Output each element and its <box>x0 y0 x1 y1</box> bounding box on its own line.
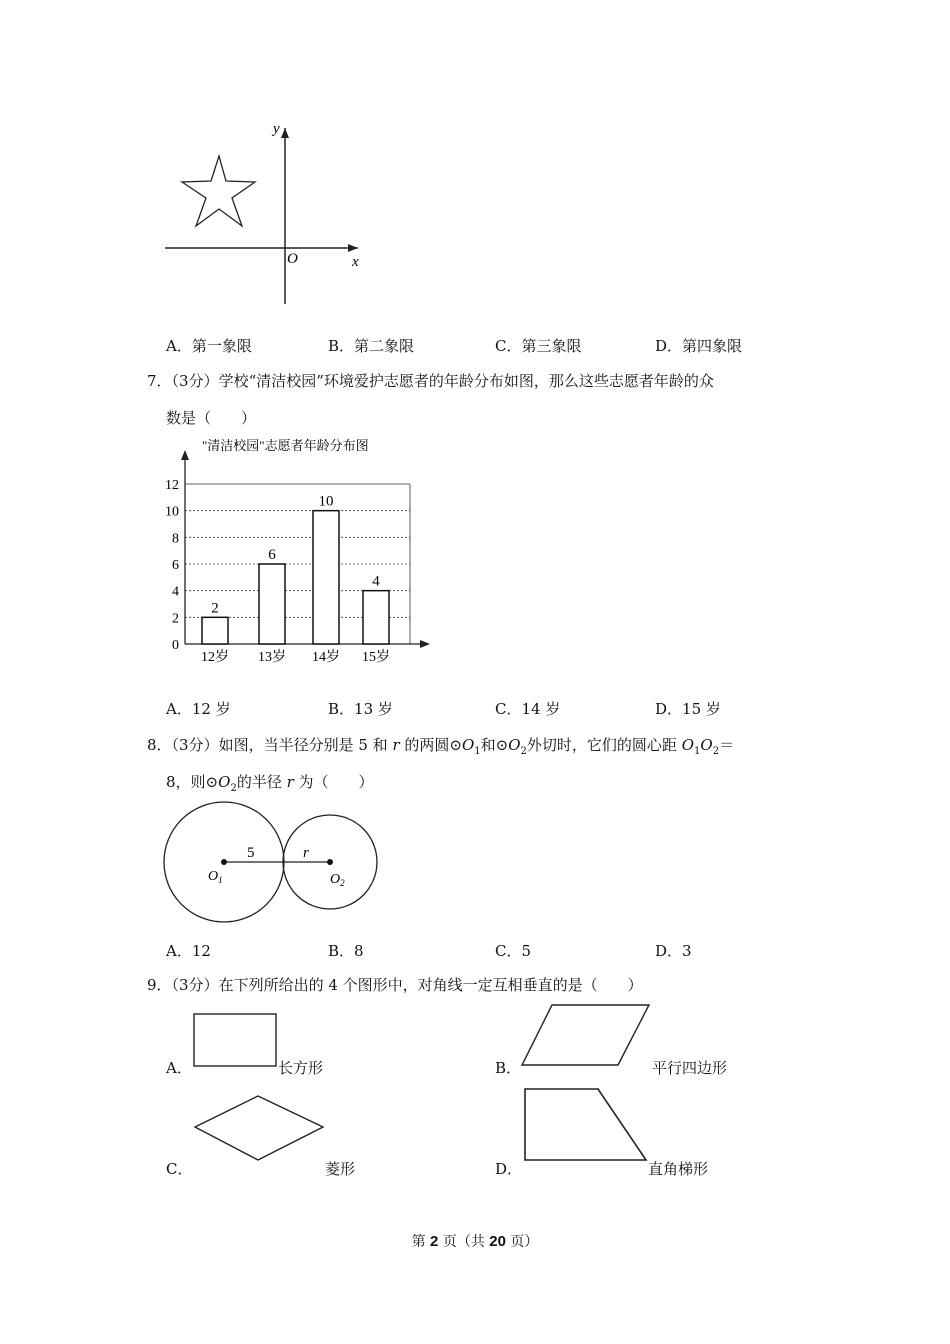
x-axis-label: x <box>352 254 359 270</box>
q6-option-c: C．第三象限 <box>495 337 582 355</box>
age-bar-chart <box>160 430 440 670</box>
q9-option-a-letter: A． <box>166 1059 192 1077</box>
o2-label: $O_2$ <box>330 872 345 888</box>
q8-circles-figure <box>160 800 385 925</box>
rhombus-shape <box>192 1093 326 1163</box>
page-number: 2 <box>430 1233 439 1250</box>
q8-option-d: D．3 <box>655 942 692 960</box>
y-tick-label: 4 <box>172 584 179 600</box>
bar-value-label: 2 <box>211 600 219 617</box>
bar-value-label: 10 <box>318 493 334 510</box>
star-shape <box>182 156 255 226</box>
y-tick-label: 10 <box>165 504 179 520</box>
x-category-label: 15岁 <box>362 650 390 665</box>
right-trapezoid-shape <box>522 1086 650 1164</box>
q9-option-c-letter: C． <box>166 1160 193 1178</box>
q7-option-c: C．14 岁 <box>495 700 561 718</box>
q8-stem-line1: 8．（3分）如图，当半径分别是 5 和 r 的两圆$⊙O_1$和$⊙O_2$外切时，它们的圆心距 $O_1O_2=$ <box>147 736 735 757</box>
q9-option-c-label: 菱形 <box>325 1160 356 1178</box>
q8-option-c: C．5 <box>495 942 532 960</box>
bar <box>313 511 339 644</box>
y-tick-label: 6 <box>172 558 179 573</box>
q9-stem: 9．（3分）在下列所给出的 4 个图形中，对角线一定互相垂直的是（ ） <box>147 976 643 994</box>
bar <box>202 617 228 644</box>
q8-option-b: B．8 <box>328 942 364 960</box>
bar <box>259 564 285 644</box>
x-category-label: 12岁 <box>201 650 229 665</box>
bar-value-label: 4 <box>372 573 380 590</box>
q9-option-b-letter: B． <box>495 1059 522 1077</box>
x-category-label: 14岁 <box>312 650 340 665</box>
chart-title: "清洁校园"志愿者年龄分布图 <box>202 438 369 453</box>
parallelogram-shape <box>520 1002 652 1068</box>
page-footer: 第 2 页（共 20 页） <box>411 1233 539 1250</box>
radius-5-label: 5 <box>247 845 255 861</box>
q9-option-d-letter: D． <box>495 1160 523 1178</box>
y-axis-label: y <box>273 121 280 137</box>
y-tick-label: 12 <box>165 478 179 493</box>
q9-option-b-label: 平行四边形 <box>652 1059 728 1077</box>
q7-option-b: B．13 岁 <box>328 700 393 718</box>
x-axis-arrow <box>420 640 430 648</box>
x-category-label: 13岁 <box>258 650 286 665</box>
q8-option-a: A．12 <box>166 942 211 960</box>
y-tick-label: 0 <box>172 638 179 653</box>
q8-stem-line2: 8，则$⊙O_2$的半径 r 为（ ） <box>166 773 374 794</box>
bar <box>363 591 389 644</box>
bar-value-label: 6 <box>268 547 276 563</box>
o1-label: $O_1$ <box>208 869 223 885</box>
q7-option-d: D．15 岁 <box>655 700 721 718</box>
q9-option-a-label: 长方形 <box>278 1059 324 1077</box>
y-axis-arrow <box>181 450 189 460</box>
q7-option-a: A．12 岁 <box>166 700 231 718</box>
q6-figure <box>160 118 370 308</box>
q6-option-a: A．第一象限 <box>166 337 252 355</box>
q7-stem-line1: 7．（3分）学校“清洁校园”环境爱护志愿者的年龄分布如图，那么这些志愿者年龄的众 <box>147 372 714 390</box>
q6-option-d: D．第四象限 <box>655 337 743 355</box>
rectangle-shape <box>192 1012 278 1068</box>
page-total: 20 <box>489 1233 506 1250</box>
origin-label: O <box>287 251 298 267</box>
radius-r-label: r <box>303 845 309 861</box>
y-tick-label: 2 <box>172 611 179 627</box>
q7-stem-line2: 数是（ ） <box>166 409 257 427</box>
y-tick-label: 8 <box>172 531 179 547</box>
q9-option-d-label: 直角梯形 <box>648 1160 709 1178</box>
q6-option-b: B．第二象限 <box>328 337 415 355</box>
